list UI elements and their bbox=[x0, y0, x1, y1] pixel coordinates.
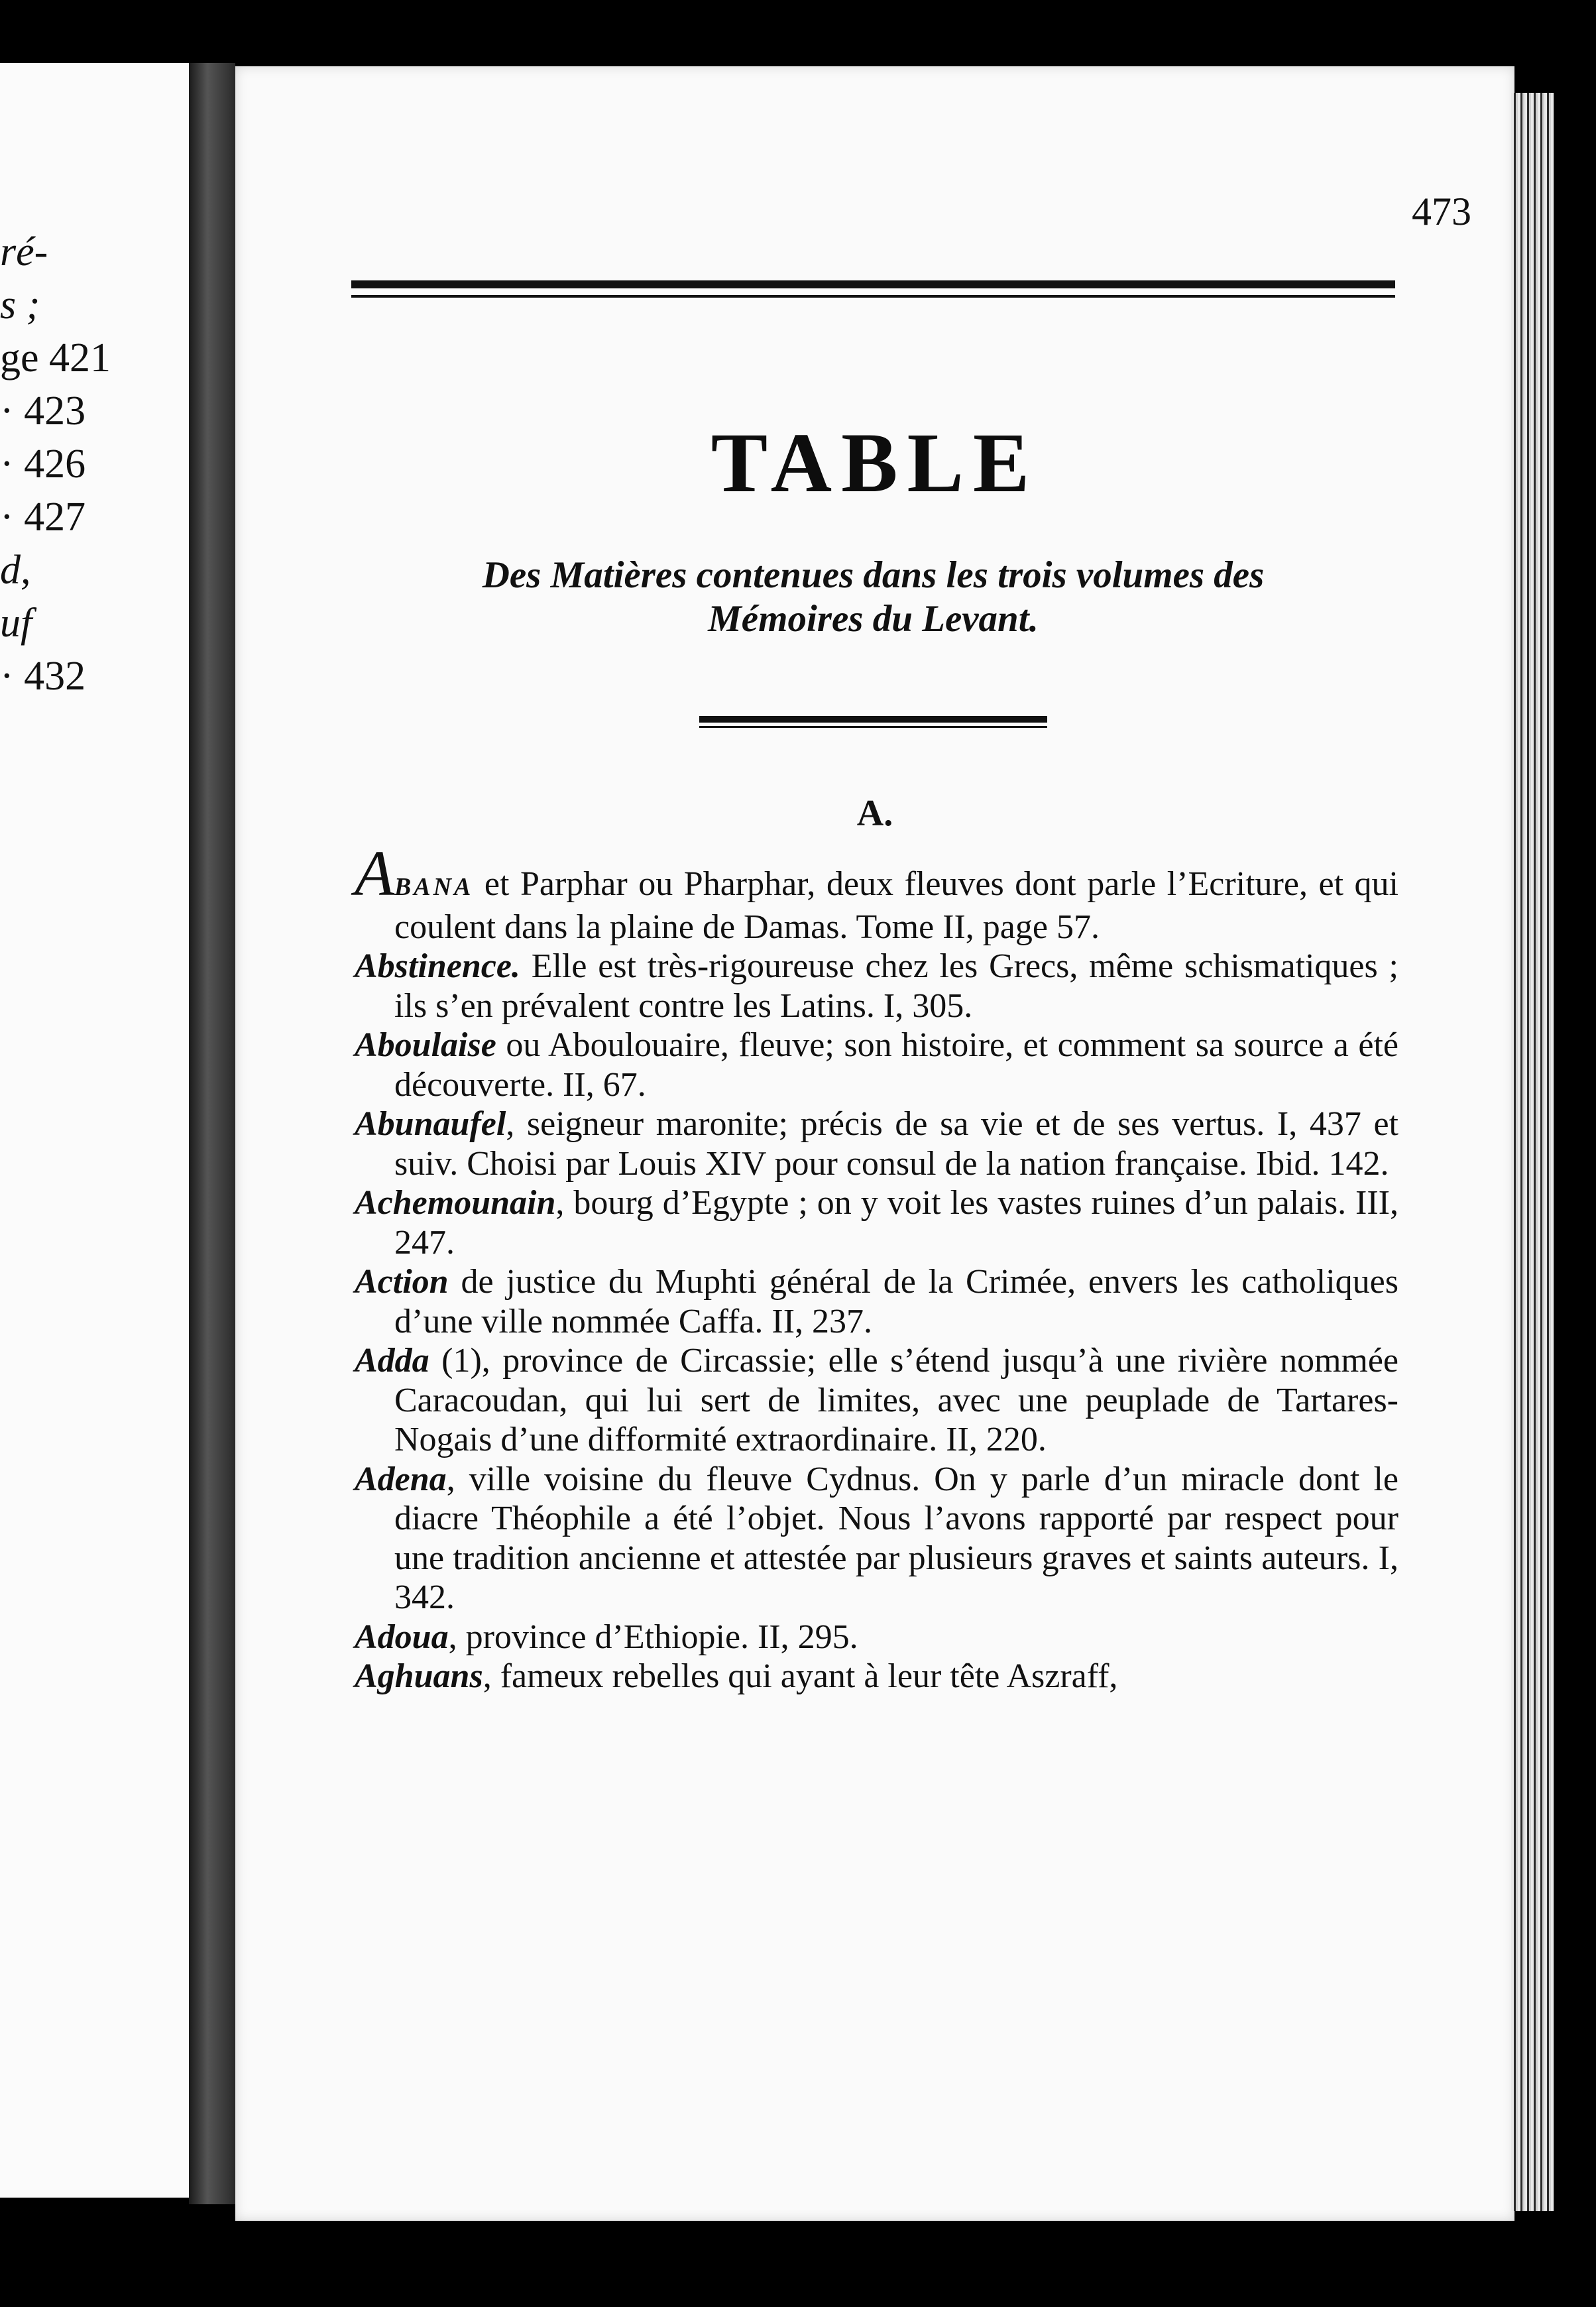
index-entry bbox=[355, 1460, 1398, 1618]
entry-head: Action bbox=[355, 1263, 449, 1301]
entry-text: , fameux rebelles qui ayant à leur tête Aszraff, bbox=[483, 1657, 1118, 1695]
section-letter: A. bbox=[856, 793, 893, 834]
left-fragment: · 426 bbox=[0, 442, 86, 487]
left-fragment: · 423 bbox=[0, 388, 86, 434]
index-entry bbox=[355, 838, 1398, 947]
index-entry bbox=[355, 1104, 1398, 1183]
index-entry bbox=[355, 1026, 1398, 1104]
entry-text: (1), province de Circassie; elle s’étend jusqu’à une rivière nommée Caracoudan, qui lui sert de limites, avec une peuplade de Tartares-Nogais d’une difformité extraordinaire. II, 220. bbox=[394, 1342, 1398, 1458]
entry-head: Adena bbox=[355, 1460, 447, 1498]
book-gutter bbox=[189, 63, 235, 2204]
page-title: TABLE bbox=[711, 416, 1039, 510]
left-fragment: s ; bbox=[0, 282, 40, 327]
index-entry bbox=[355, 947, 1398, 1026]
left-fragment: · 432 bbox=[0, 654, 86, 699]
entry-head: BANA bbox=[394, 873, 474, 901]
left-facing-page bbox=[0, 63, 189, 2198]
section-rule-thin bbox=[699, 726, 1047, 728]
book-page bbox=[235, 66, 1514, 2221]
header-rule-thin bbox=[351, 295, 1395, 298]
entry-text: , seigneur maronite; précis de sa vie et de ses vertus. I, 437 et suiv. Choisi par Louis XIV pour consul de la nation française. Ibid. 142. bbox=[394, 1105, 1398, 1183]
index-entry bbox=[355, 1657, 1398, 1696]
entry-head: Aghuans bbox=[355, 1657, 483, 1695]
left-fragment: uf bbox=[0, 601, 32, 646]
entry-text: Elle est très-rigoureuse chez les Grecs, même schismatiques ; ils s’en prévalent contre les Latins. I, 305. bbox=[394, 947, 1398, 1025]
index-entry bbox=[355, 1183, 1398, 1262]
left-fragment: ge 421 bbox=[0, 335, 111, 381]
entry-head: Achemounain bbox=[355, 1184, 556, 1222]
entry-head: Abstinence. bbox=[355, 947, 520, 985]
entry-text: et Parphar ou Pharphar, deux fleuves dont parle l’Ecriture, et qui coulent dans la plaine de Damas. Tome II, page 57. bbox=[394, 865, 1398, 946]
index-entry bbox=[355, 1618, 1398, 1657]
entry-text: , bourg d’Egypte ; on y voit les vastes ruines d’un palais. III, 247. bbox=[394, 1184, 1398, 1262]
page-edges bbox=[1511, 93, 1554, 2211]
entry-head: Aboulaise bbox=[355, 1026, 496, 1064]
page-number: 473 bbox=[1412, 190, 1471, 233]
drop-cap: A bbox=[355, 838, 394, 910]
subtitle-line: Mémoires du Levant. bbox=[708, 598, 1039, 640]
entry-head: Adda bbox=[355, 1342, 429, 1380]
header-rule bbox=[351, 280, 1395, 288]
entry-text: , province d’Ethiopie. II, 295. bbox=[448, 1618, 858, 1656]
page-subtitle bbox=[351, 554, 1395, 641]
left-fragment: · 427 bbox=[0, 495, 86, 540]
entry-head: Abunaufel bbox=[355, 1105, 506, 1143]
entry-text: de justice du Muphti général de la Crimée, envers les catholiques d’une ville nommée Caffa. II, 237. bbox=[394, 1263, 1398, 1340]
index-entry bbox=[355, 1341, 1398, 1460]
index-entry bbox=[355, 1262, 1398, 1341]
entry-head: Adoua bbox=[355, 1618, 449, 1656]
left-fragment: d, bbox=[0, 548, 31, 593]
entry-text: ou Aboulouaire, fleuve; son histoire, et comment sa source a été découverte. II, 67. bbox=[394, 1026, 1398, 1104]
left-fragment: ré- bbox=[0, 229, 48, 274]
index-entries bbox=[355, 838, 1398, 1696]
subtitle-line: Des Matières contenues dans les trois volumes des bbox=[482, 554, 1265, 596]
entry-text: , ville voisine du fleuve Cydnus. On y parle d’un miracle dont le diacre Théophile a été l’objet. Nous l’avons rapporté par respect pour une tradition ancienne et attestée par plusieurs graves et saints auteurs. I, 342. bbox=[394, 1460, 1398, 1616]
section-rule bbox=[699, 716, 1047, 723]
